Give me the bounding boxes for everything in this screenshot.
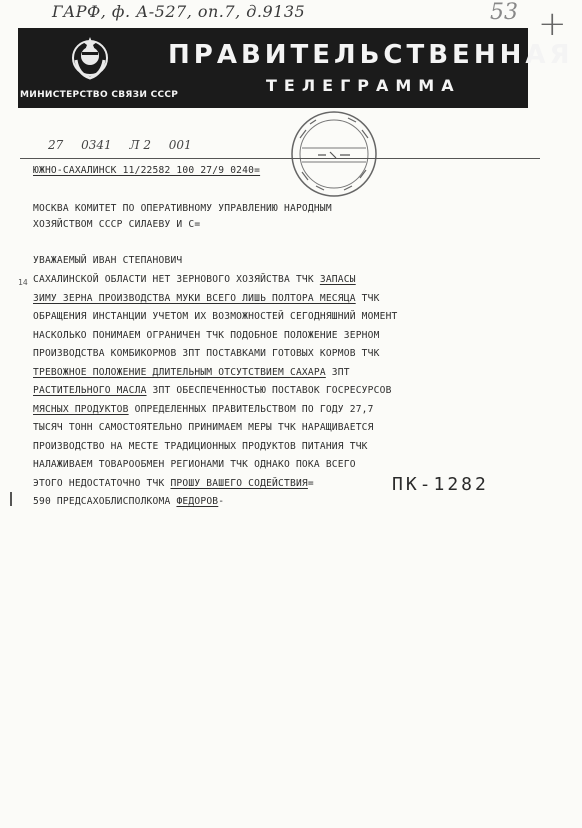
body-underlined-text: ПРОШУ ВАШЕГО СОДЕЙСТВИЯ — [170, 477, 308, 489]
page-number: 53 — [490, 0, 518, 25]
body-line — [33, 348, 380, 359]
service-marks — [48, 138, 206, 152]
telegram-header-banner — [18, 28, 574, 108]
pk-number: ПК-1282 — [392, 474, 489, 495]
body-text: ЗПТ — [325, 366, 350, 378]
signature-name: ФЕДОРОВ — [176, 496, 219, 507]
telegram-title: ПРАВИТЕЛЬСТВЕННАЯ — [168, 40, 574, 70]
service-mark: 27 — [48, 138, 64, 152]
service-mark: Л 2 — [129, 138, 151, 152]
dispatch-line — [33, 165, 260, 176]
body-underlined-text: МЯСНЫХ ПРОДУКТОВ — [33, 403, 129, 415]
body-underlined-text: ТРЕВОЖНОЕ ПОЛОЖЕНИЕ ДЛИТЕЛЬНЫМ ОТСУТСТВИЕМ САХАРА — [33, 366, 326, 378]
address-line: МОСКВА КОМИТЕТ ПО ОПЕРАТИВНОМУ УПРАВЛЕНИЮ НАРОДНЫМ — [33, 203, 332, 214]
body-line — [33, 367, 350, 378]
body-line — [33, 330, 380, 341]
margin-tick — [10, 492, 12, 506]
body-line — [33, 274, 356, 285]
body-text: ТЧК — [355, 292, 380, 304]
body-text: ОПРЕДЕЛЕННЫХ ПРАВИТЕЛЬСТВОМ ПО ГОДУ 27,7 — [128, 403, 374, 415]
signature-line — [33, 496, 224, 507]
body-line — [33, 311, 398, 322]
body-line — [33, 293, 380, 304]
body-text: ЗПТ ОБЕСПЕЧЕННОСТЬЮ ПОСТАВОК ГОСРЕСУРСОВ — [146, 385, 392, 396]
body-text: НАСКОЛЬКО ПОНИМАЕМ ОГРАНИЧЕН ТЧК ПОДОБНОЕ ПОЛОЖЕНИЕ ЗЕРНОМ — [33, 329, 380, 341]
body-underlined-text: РАСТИТЕЛЬНОГО МАСЛА — [33, 385, 147, 396]
body-line — [33, 385, 392, 396]
service-mark: 0341 — [81, 138, 112, 152]
soviet-emblem-icon — [70, 36, 110, 82]
body-text: ОБРАЩЕНИЯ ИНСТАНЦИИ УЧЕТОМ ИХ ВОЗМОЖНОСТЕЙ СЕГОДНЯШНИЙ МОМЕНТ — [33, 311, 398, 322]
body-line — [33, 422, 374, 433]
body-underlined-text: ЗИМУ ЗЕРНА ПРОИЗВОДСТВА МУКИ ВСЕГО ЛИШЬ ПОЛТОРА МЕСЯЦА — [33, 292, 356, 304]
margin-number: 14 — [18, 278, 28, 287]
signature-suffix: - — [218, 496, 225, 507]
archive-reference-note: ГАРФ, ф. А-527, оп.7, д.9135 — [52, 2, 306, 21]
ministry-label: МИНИСТЕРСТВО СВЯЗИ СССР — [20, 90, 179, 100]
signature-prefix: 590 ПРЕДСАХОБЛИСПОЛКОМА — [33, 496, 177, 507]
plus-mark: + — [538, 4, 567, 44]
body-text: НАЛАЖИВАЕМ ТОВАРООБМЕН РЕГИОНАМИ ТЧК ОДНАКО ПОКА ВСЕГО — [33, 459, 356, 470]
service-mark: 001 — [168, 138, 192, 152]
greeting-line: УВАЖАЕМЫЙ ИВАН СТЕПАНОВИЧ — [33, 255, 183, 266]
body-text: ТЫСЯЧ ТОНН САМОСТОЯТЕЛЬНО ПРИНИМАЕМ МЕРЫ ТЧК НАРАЩИВАЕТСЯ — [33, 422, 374, 433]
dispatch-line-text: ЮЖНО-САХАЛИНСК 11/22582 100 27/9 0240= — [33, 165, 261, 176]
body-line — [33, 478, 314, 489]
body-line — [33, 441, 368, 452]
body-underlined-text: ЗАПАСЫ — [319, 274, 356, 285]
postal-stamp-icon — [288, 108, 380, 200]
body-text: ПРОИЗВОДСТВА КОМБИКОРМОВ ЗПТ ПОСТАВКАМИ ГОТОВЫХ КОРМОВ ТЧК — [33, 348, 380, 359]
body-line — [33, 404, 374, 415]
body-text: = — [307, 477, 314, 489]
divider-rule — [20, 158, 540, 159]
address-line: ХОЗЯЙСТВОМ СССР СИЛАЕВУ И С= — [33, 219, 201, 230]
body-text: ЭТОГО НЕДОСТАТОЧНО ТЧК — [33, 477, 171, 489]
body-line — [33, 459, 356, 470]
body-text: САХАЛИНСКОЙ ОБЛАСТИ НЕТ ЗЕРНОВОГО ХОЗЯЙСТВА ТЧК — [33, 274, 320, 285]
body-text: ПРОИЗВОДСТВО НА МЕСТЕ ТРАДИЦИОННЫХ ПРОДУКТОВ ПИТАНИЯ ТЧК — [33, 440, 368, 452]
telegram-subtitle: ТЕЛЕГРАММА — [266, 76, 461, 95]
